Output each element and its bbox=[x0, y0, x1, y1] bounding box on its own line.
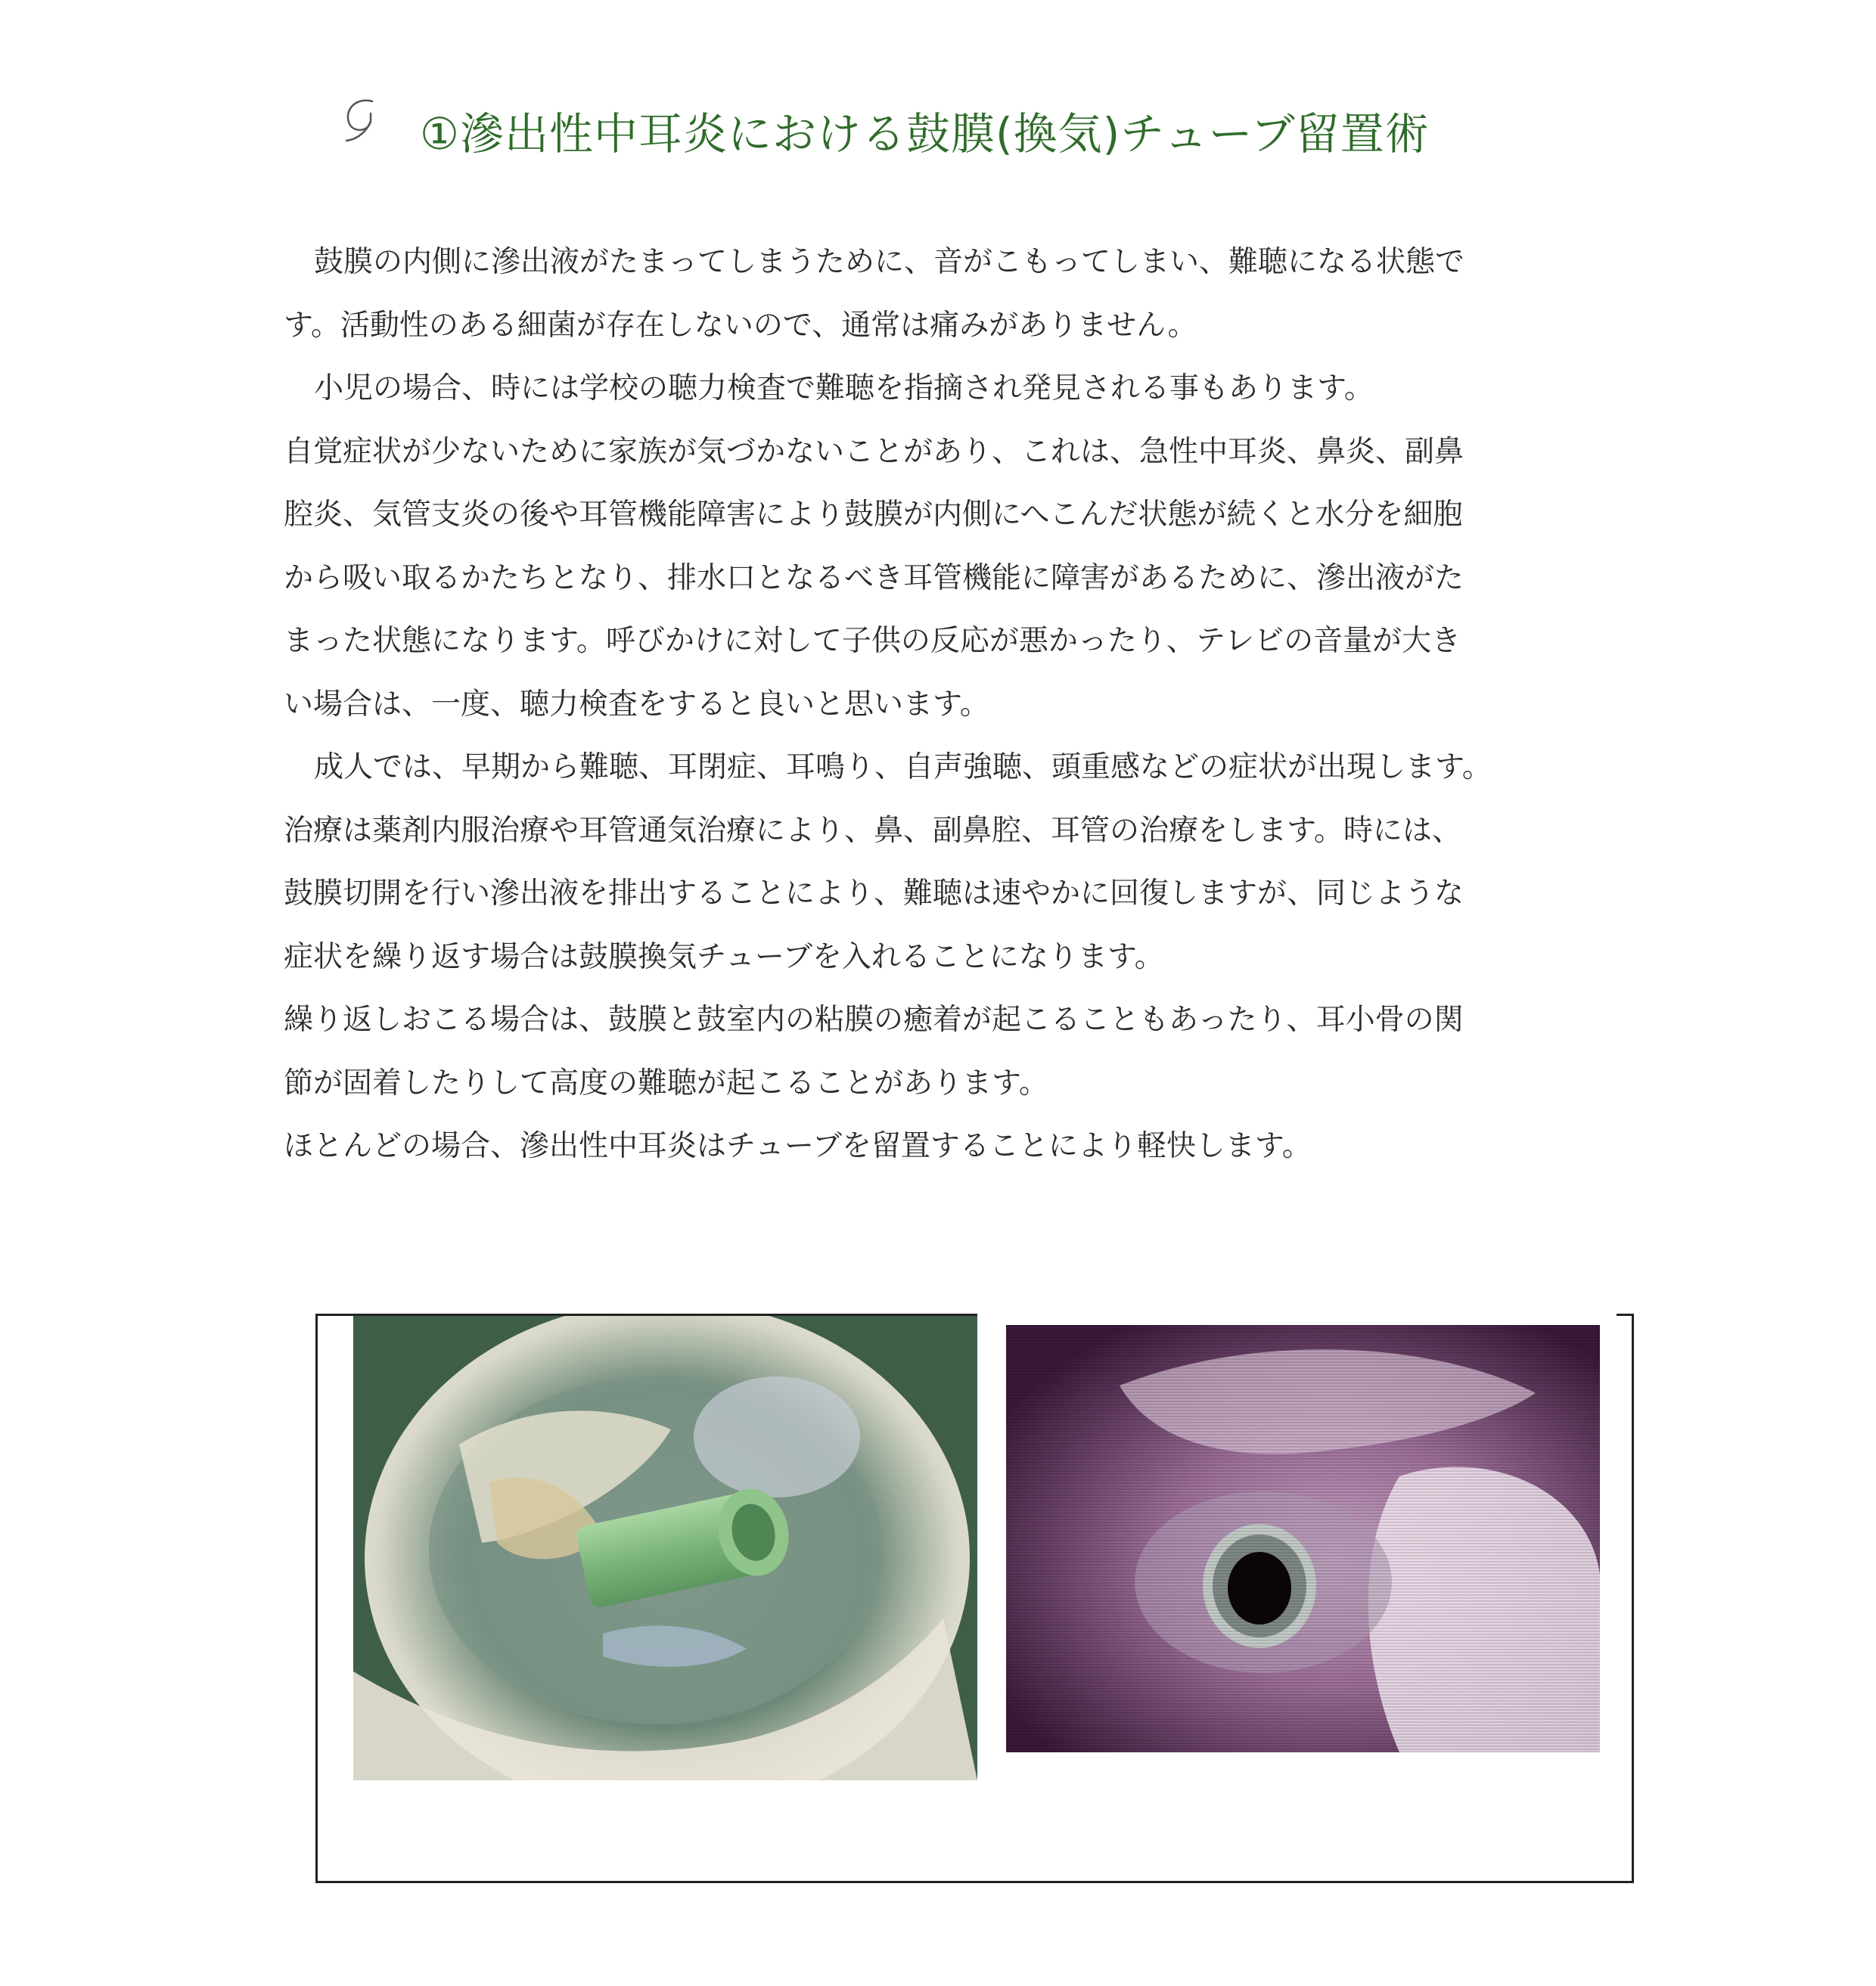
paragraph-line: 自覚症状が少ないために家族が気づかないことがあり、これは、急性中耳炎、鼻炎、副鼻 bbox=[284, 434, 1464, 469]
figure-frame-right bbox=[1632, 1314, 1634, 1883]
paragraph-line: 鼓膜の内側に滲出液がたまってしまうために、音がこもってしまい、難聴になる状態で bbox=[314, 245, 1465, 279]
paragraph-line: 成人では、早期から難聴、耳閉症、耳鳴り、自声強聴、頭重感などの症状が出現します。 bbox=[314, 750, 1492, 784]
paragraph-line: ほとんどの場合、滲出性中耳炎はチューブを留置することにより軽快します。 bbox=[284, 1129, 1312, 1163]
paragraph-line: い場合は、一度、聴力検査をすると良いと思います。 bbox=[284, 687, 989, 721]
paragraph-line: 繰り返しおこる場合は、鼓膜と鼓室内の粘膜の癒着が起こることもあったり、耳小骨の関 bbox=[284, 1003, 1464, 1037]
paragraph-line: 症状を繰り返す場合は鼓膜換気チューブを入れることになります。 bbox=[284, 939, 1164, 974]
paragraph-line: 鼓膜切開を行い滲出液を排出することにより、難聴は速やかに回復しますが、同じような bbox=[284, 877, 1464, 911]
paragraph-line: から吸い取るかたちとなり、排水口となるべき耳管機能に障害があるために、滲出液がた bbox=[284, 560, 1464, 595]
paragraph-line: 小児の場合、時には学校の聴力検査で難聴を指摘され発見される事もあります。 bbox=[314, 371, 1374, 405]
otoscope-photo-green-tube-icon bbox=[353, 1316, 977, 1780]
page-title: ①滲出性中耳炎における鼓膜(換気)チューブ留置術 bbox=[420, 108, 1430, 160]
paragraph-line: まった状態になります。呼びかけに対して子供の反応が悪かったり、テレビの音量が大き bbox=[284, 624, 1461, 658]
paragraph-line: 腔炎、気管支炎の後や耳管機能障害により鼓膜が内側にへこんだ状態が続くと水分を細胞 bbox=[284, 498, 1463, 532]
paragraph-line: す。活動性のある細菌が存在しないので、通常は痛みがありません。 bbox=[284, 308, 1197, 343]
paragraph-line: 節が固着したりして高度の難聴が起こることがあります。 bbox=[284, 1066, 1048, 1100]
otoscope-photo-ventilation-tube-icon bbox=[1006, 1325, 1600, 1752]
handwritten-mark-icon bbox=[333, 91, 393, 151]
paragraph-line: 治療は薬剤内服治療や耳管通気治療により、鼻、副鼻腔、耳管の治療をします。時には、 bbox=[284, 813, 1461, 848]
body-text bbox=[284, 231, 1600, 1178]
